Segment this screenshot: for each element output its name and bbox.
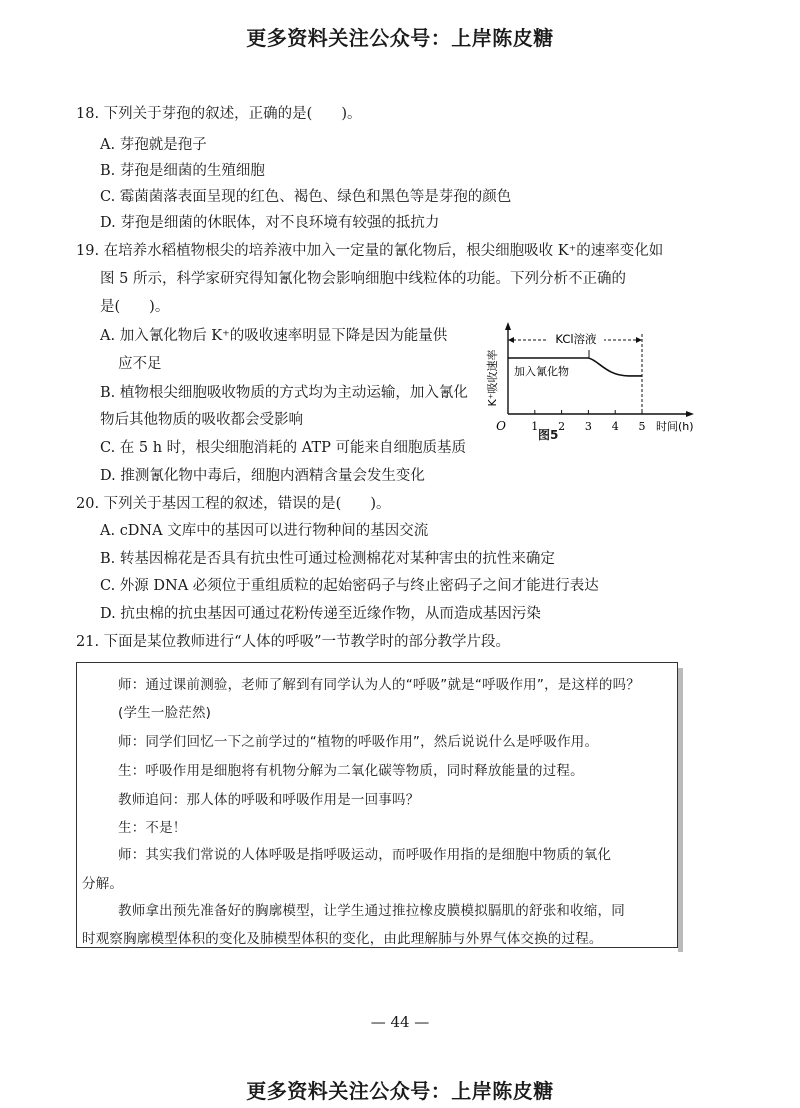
q19-option-b-line-2: 物后其他物质的吸收都会受影响 [100,412,303,428]
origin-label: O [496,419,506,433]
x-tick-label-3: 3 [584,420,592,433]
q19-option-a-line-1: A. 加入氰化物后 K⁺的吸收速率明显下降是因为能量供 [100,328,448,344]
q20-option-d: D. 抗虫棉的抗虫基因可通过花粉传递至近缘作物，从而造成基因污染 [100,606,541,622]
excerpt-line-6: 生：不是！ [118,820,187,836]
q18-option-b: B. 芽孢是细菌的生殖细胞 [100,163,265,179]
excerpt-line-7: 师：其实我们常说的人体呼吸是指呼吸运动，而呼吸作用指的是细胞中物质的氧化 [118,847,612,863]
kcl-label: KCl溶液 [555,332,597,346]
x-axis-label: 时间(h) [656,420,694,433]
box-shadow [678,668,683,952]
excerpt-line-5: 教师追问：那人体的呼吸和呼吸作用是一回事吗？ [118,792,420,808]
excerpt-line-4: 生：呼吸作用是细胞将有机物分解为二氧化碳等物质，同时释放能量的过程。 [118,763,584,779]
banner-top: 更多资料关注公众号：上岸陈皮糖 [246,26,554,50]
q21-stem: 21. 下面是某位教师进行“人体的呼吸”一节教学时的部分教学片段。 [76,634,510,650]
x-tick-label-4: 4 [611,420,619,433]
q19-option-a-line-2: 应不足 [118,356,162,372]
y-axis-label: K⁺吸收速率 [486,349,499,407]
excerpt-line-8: 分解。 [82,876,124,892]
excerpt-line-2: (学生一脸茫然) [118,705,212,721]
x-tick-label-1: 1 [531,420,539,433]
x-axis-arrow [686,411,694,417]
q18-stem: 18. 下列关于芽孢的叙述，正确的是( )。 [76,106,362,122]
q19-option-c: C. 在 5 h 时，根尖细胞消耗的 ATP 可能来自细胞质基质 [100,440,467,456]
q20-option-a: A. cDNA 文库中的基因可以进行物种间的基因交流 [100,523,429,539]
kcl-arrow-left [508,337,514,343]
cyanide-label: 加入氰化物 [514,365,569,378]
kcl-arrow-right [636,337,642,343]
q19-stem-line-2: 图 5 所示，科学家研究得知氰化物会影响细胞中线粒体的功能。下列分析不正确的 [100,271,626,287]
excerpt-line-9: 教师拿出预先准备好的胸廓模型，让学生通过推拉橡皮膜模拟膈肌的舒张和收缩，同 [118,903,625,919]
excerpt-line-1: 师：通过课前测验，老师了解到有同学认为人的“呼吸”就是“呼吸作用”，是这样的吗？ [118,677,640,693]
page-number: — 44 — [370,1013,430,1031]
q18-option-a: A. 芽孢就是孢子 [100,137,207,153]
q19-stem-line-1: 19. 在培养水稻植物根尖的培养液中加入一定量的氰化物后，根尖细胞吸收 K⁺的速率变化如 [76,243,664,259]
excerpt-line-10: 时观察胸廓模型体积的变化及肺模型体积的变化，由此理解肺与外界气体交换的过程。 [82,931,603,947]
figure-5-chart [476,318,706,443]
q18-option-d: D. 芽孢是细菌的休眠体，对不良环境有较强的抵抗力 [100,215,440,231]
q19-stem-line-3: 是( )。 [100,299,170,315]
q19-option-d: D. 推测氰化物中毒后，细胞内酒精含量会发生变化 [100,468,425,484]
x-tick-label-2: 2 [558,420,566,433]
q20-stem: 20. 下列关于基因工程的叙述，错误的是( )。 [76,496,391,512]
y-axis-arrow [505,322,511,330]
q20-option-b: B. 转基因棉花是否具有抗虫性可通过检测棉花对某种害虫的抗性来确定 [100,551,555,567]
banner-bottom: 更多资料关注公众号：上岸陈皮糖 [246,1079,554,1103]
q19-option-b-line-1: B. 植物根尖细胞吸收物质的方式均为主动运输，加入氰化 [100,385,468,401]
q18-option-c: C. 霉菌菌落表面呈现的红色、褐色、绿色和黑色等是芽孢的颜色 [100,189,512,205]
excerpt-line-3: 师：同学们回忆一下之前学过的“植物的呼吸作用”，然后说说什么是呼吸作用。 [118,734,599,750]
x-tick-label-5: 5 [638,420,646,433]
q20-option-c: C. 外源 DNA 必须位于重组质粒的起始密码子与终止密码子之间才能进行表达 [100,578,599,594]
figure-caption: 图5 [538,428,559,442]
